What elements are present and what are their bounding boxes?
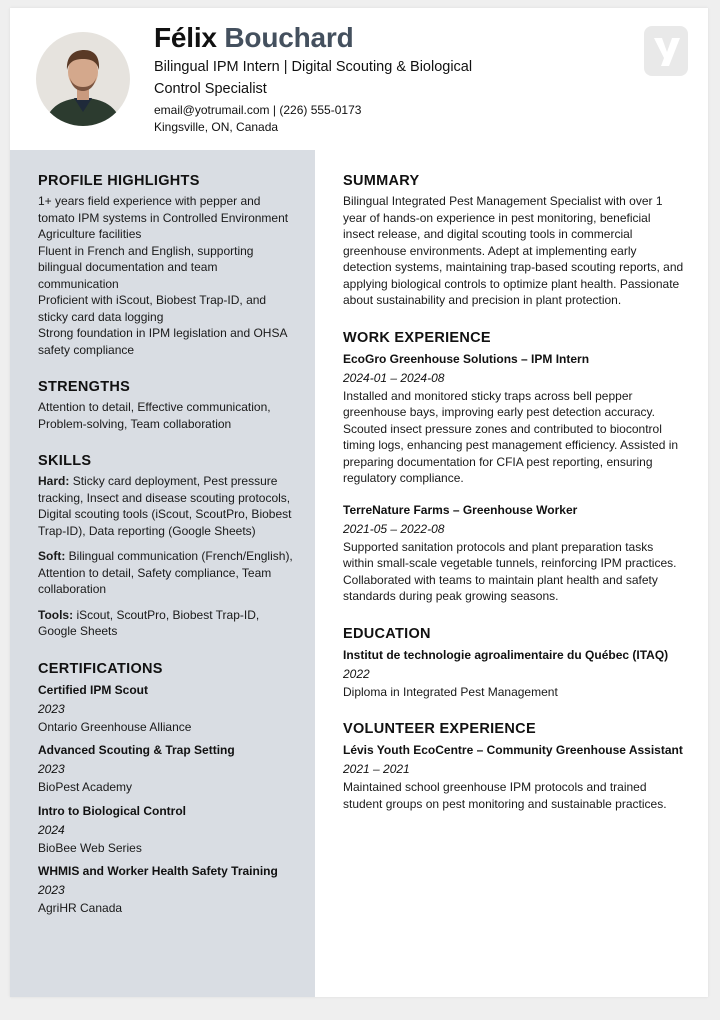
tools-label: Tools: xyxy=(38,607,74,622)
first-name: Félix xyxy=(154,22,217,53)
certification-name: WHMIS and Worker Health Safety Training xyxy=(38,864,278,878)
tools-skills xyxy=(38,607,294,640)
phone: (226) 555-0173 xyxy=(279,103,362,117)
job-entry xyxy=(343,501,685,605)
email: email@yotrumail.com xyxy=(154,103,270,117)
watermark-logo-icon xyxy=(642,22,690,85)
strengths-heading: STRENGTHS xyxy=(38,379,131,395)
resume-page xyxy=(10,8,708,997)
certification-issuer: BioBee Web Series xyxy=(38,840,142,855)
skills-heading: SKILLS xyxy=(38,453,92,469)
skills-section xyxy=(38,452,294,640)
job-title: Bilingual IPM Intern | Digital Scouting & Biological Control Specialist xyxy=(154,59,473,97)
profile-item: Proficient with iScout, Biobest Trap-ID, and sticky card data logging xyxy=(38,293,267,324)
contact-info xyxy=(154,102,361,136)
certifications-section xyxy=(38,660,294,917)
summary-text: Bilingual Integrated Pest Management Specialist with over 1 year of hands-on experience in pest monitoring, beneficial insect release, and digital scouting tools in commercial greenhouse environments. Adept at implementing early detection systems, maintaining trap-based scouting reports, and applying biological controls to optimize plant health. Passionate about sustainability and precision in plant protection. xyxy=(343,194,684,307)
job-org: EcoGro Greenhouse Solutions – IPM Intern xyxy=(343,351,590,366)
work-experience-heading: WORK EXPERIENCE xyxy=(343,329,491,346)
last-name: Bouchard xyxy=(224,22,354,53)
contact-separator: | xyxy=(272,103,277,117)
volunteer-dates: 2021 – 2021 xyxy=(343,762,410,776)
volunteer-section xyxy=(343,720,685,812)
profile-item: Strong foundation in IPM legislation and OHSA safety compliance xyxy=(38,326,287,357)
education-section xyxy=(343,625,685,701)
certification-item xyxy=(38,681,294,736)
certification-issuer: Ontario Greenhouse Alliance xyxy=(38,719,192,734)
contact-line xyxy=(154,102,361,119)
certification-item xyxy=(38,862,294,917)
certification-year: 2023 xyxy=(38,701,65,716)
avatar xyxy=(36,32,130,126)
profile-item: 1+ years field experience with pepper and tomato IPM systems in Controlled Environment Agriculture facilities xyxy=(38,194,289,241)
volunteer-org: Lévis Youth EcoCentre – Community Greenhouse Assistant xyxy=(343,743,683,757)
certifications-heading: CERTIFICATIONS xyxy=(38,660,163,677)
job-org: TerreNature Farms – Greenhouse Worker xyxy=(343,502,578,517)
summary-section xyxy=(343,172,685,309)
certification-item xyxy=(38,741,294,796)
job-entry xyxy=(343,350,685,487)
profile-item: Fluent in French and English, supporting bilingual documentation and team communication xyxy=(38,243,254,291)
certification-year: 2023 xyxy=(38,762,65,776)
sidebar xyxy=(10,150,315,997)
education-year: 2022 xyxy=(343,666,370,681)
education-school: Institut de technologie agroalimentaire du Québec (ITAQ) xyxy=(343,647,669,662)
summary-heading: SUMMARY xyxy=(343,173,420,189)
soft-skills-text: Bilingual communication (French/English), Attention to detail, Safety compliance, Team collaboration xyxy=(38,549,293,596)
location: Kingsville, ON, Canada xyxy=(154,120,279,134)
job-description: Installed and monitored sticky traps across bell pepper greenhouse bays, improving early pest detection accuracy. Scouted insect pressure zones and contributed to biocontrol timing logs, enhancing pest management efficiency. Assisted in preparing documentation for CFIA pest reporting, ensuring regulatory compliance. xyxy=(343,388,679,485)
resume-header xyxy=(10,8,708,150)
soft-skills-label: Soft: xyxy=(38,549,66,563)
main-column xyxy=(343,172,685,832)
profile-highlights-section xyxy=(38,172,294,358)
certification-name: Intro to Biological Control xyxy=(38,803,186,818)
candidate-name xyxy=(154,22,353,54)
education-degree: Diploma in Integrated Pest Management xyxy=(343,684,558,699)
certification-item xyxy=(38,802,294,857)
volunteer-description: Maintained school greenhouse IPM protocols and trained student groups on pest monitoring and sustainable practices. xyxy=(343,780,667,811)
hard-skills-label: Hard: xyxy=(38,474,70,488)
profile-highlights-heading: PROFILE HIGHLIGHTS xyxy=(38,173,200,189)
soft-skills xyxy=(38,548,294,598)
certification-issuer: BioPest Academy xyxy=(38,780,133,794)
hard-skills xyxy=(38,473,294,539)
education-heading: EDUCATION xyxy=(343,625,431,642)
volunteer-heading: VOLUNTEER EXPERIENCE xyxy=(343,721,536,737)
hard-skills-text: Sticky card deployment, Pest pressure tracking, Insect and disease scouting protocols, Digital scouting tools (iScout, ScoutPro, Biobest Trap-ID), Data reporting (Google Sheets) xyxy=(38,474,292,538)
certification-year: 2023 xyxy=(38,883,65,897)
certification-name: Advanced Scouting & Trap Setting xyxy=(38,743,235,757)
certification-year: 2024 xyxy=(38,822,65,837)
work-experience-section xyxy=(343,329,685,605)
job-description: Supported sanitation protocols and plant preparation tasks within small-scale vegetable tunnels, reinforcing IPM practices. Collaborated with teams to maintain plant health and safety standards during peak growing seasons. xyxy=(343,539,677,603)
job-dates: 2021-05 – 2022-08 xyxy=(343,521,445,536)
certification-issuer: AgriHR Canada xyxy=(38,901,123,915)
tools-text: iScout, ScoutPro, Biobest Trap-ID, Google Sheets xyxy=(38,607,260,638)
certification-name: Certified IPM Scout xyxy=(38,682,149,697)
job-dates: 2024-01 – 2024-08 xyxy=(343,370,445,385)
strengths-section xyxy=(38,378,294,432)
strengths-text: Attention to detail, Effective communication, Problem-solving, Team collaboration xyxy=(38,400,271,431)
